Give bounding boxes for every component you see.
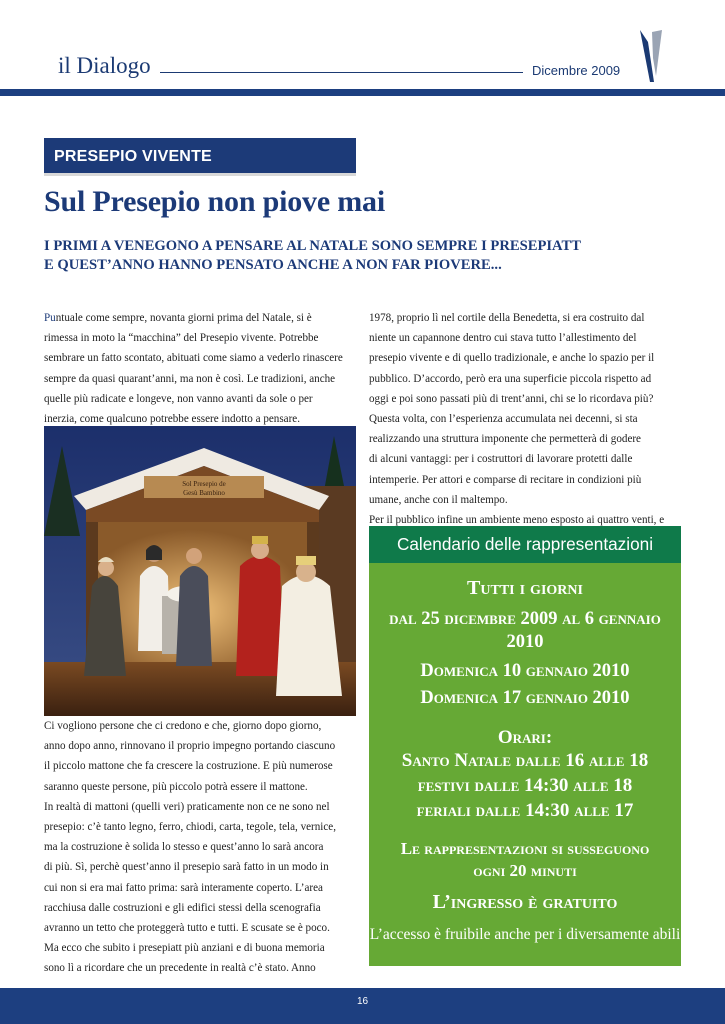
text-line: di alcuni vantaggi: per i costruttori di lavorare protetti dalle	[369, 453, 633, 466]
calendar-box	[369, 563, 681, 966]
title-prefix: il	[58, 53, 71, 78]
text-line: quelle più radicate e longeve, non vanno avanti da sole o per	[44, 392, 313, 405]
magazine-logo	[638, 28, 664, 84]
text-line: avranno un tetto che proteggerà tutto e tutti. E scusate se è poco.	[44, 922, 330, 935]
text-line: il piccolo mattone che fa crescere la costruzione. E più numerose	[44, 760, 333, 773]
article-column-2	[369, 308, 681, 530]
initial-letters: Pu	[44, 312, 56, 324]
header-bar	[0, 89, 725, 96]
text-line: racchiusa dalle costruzioni e gli edifici stessi della scenografia	[44, 901, 321, 914]
text-line: sono lì a ricordare che un precedente in realtà c’è stato. Anno	[44, 962, 316, 975]
photo-sign-text: Gesù Bambino	[183, 489, 225, 497]
text-line: presepio: c’è tanto legno, ferro, chiodi, carta, tegole, tela, vernice,	[44, 821, 337, 834]
text-line: sembrare un fatto scontato, abituati come siamo a vederlo rinascere	[44, 352, 343, 365]
calendar-line: feriali dalle 14:30 alle 17	[416, 800, 634, 821]
text-line: realizzando una struttura imponente che permetterà di godere	[369, 433, 641, 446]
calendar-line: Le rappresentazioni si susseguono	[400, 839, 650, 858]
text-line: rimessa in moto la “macchina” del Presepio vivente. Potrebbe	[44, 332, 319, 345]
calendar-line: ogni 20 minuti	[473, 861, 577, 880]
calendar-line: Domenica 17 gennaio 2010	[420, 688, 630, 708]
calendar-line: Santo Natale dalle 16 alle 18	[401, 750, 649, 771]
title-text: Dialogo	[76, 53, 151, 78]
photo-sign-text: Sol Presepio de	[182, 480, 226, 488]
text-line: oggi e poi sono passati più di trent’anni, chi se lo ricordava più?	[369, 392, 654, 405]
article-column-1-top	[44, 308, 356, 429]
text-line: cui non si era mai fatto prima: sarà interamente coperto. L’area	[44, 881, 323, 894]
page-number: 16	[356, 996, 369, 1007]
magazine-title	[58, 53, 151, 79]
text-fragment: ntuale come sempre, novanta giorni prima del Natale, si è	[55, 312, 312, 324]
text-line: Ma ecco che subito i presepiatt più anziani e di buona memoria	[44, 942, 325, 955]
issue-date: Dicembre 2009	[532, 63, 621, 78]
text-line: ma la costruzione è solida lo stesso e quest’anno lo sarà ancora	[44, 841, 324, 854]
text-line: intemperie. Per attori e comparse di recitare in condizioni più	[369, 473, 642, 486]
nativity-photo	[44, 426, 356, 716]
text-line: inerzia, come qualcuno potrebbe essere indotto a pensare.	[44, 413, 300, 426]
article-column-1-bottom	[44, 716, 356, 979]
text-line: anno dopo anno, rinnovano il proprio impegno portando ciascuno	[44, 740, 336, 753]
calendar-line: Orari:	[497, 727, 553, 748]
section-label: PRESEPIO VIVENTE	[44, 138, 356, 176]
text-line: niente un capannone dentro cui stava tutto l’allestimento del	[369, 332, 637, 345]
text-line: saranno queste persone, più piccolo potrà essere il mattone.	[44, 780, 308, 793]
text-line: sempre da quasi quarant’anni, ma non è così. Le tradizioni, anche	[44, 372, 336, 385]
header-rule	[160, 72, 523, 73]
text-line: Per il pubblico infine un ambiente meno esposto ai quattro venti, e	[369, 514, 665, 527]
calendar-line: festivi dalle 14:30 alle 18	[417, 775, 633, 796]
calendar-line: 2010	[506, 632, 544, 652]
subhead-line: E QUEST’ANNO HANNO PENSATO ANCHE A NON FAR PIOVERE...	[44, 257, 502, 273]
text-line	[44, 308, 356, 328]
calendar-title: Calendario delle rappresentazioni	[369, 526, 681, 563]
calendar-line: Tutti i giorni	[467, 577, 583, 599]
text-line: Ci vogliono persone che ci credono e che, giorno dopo giorno,	[44, 720, 322, 732]
text-line: umane, anche con il maltempo.	[369, 493, 508, 506]
text-line: 1978, proprio lì nel cortile della Benedetta, si era costruito dal	[369, 312, 645, 324]
calendar-line: Domenica 10 gennaio 2010	[420, 661, 630, 681]
text-line: In realtà di mattoni (quelli veri) praticamente non ce ne sono nel	[44, 800, 330, 813]
article-headline: Sul Presepio non piove mai	[44, 185, 385, 218]
text-line: di più. Sì, perchè quest’anno il presepio sarà fatto in un modo in	[44, 861, 329, 874]
calendar-line: L’accesso è fruibile anche per i diversamente abili	[369, 926, 681, 943]
subhead-line: I PRIMI A VENEGONO A PENSARE AL NATALE SONO SEMPRE I PRESEPIATT	[44, 238, 581, 254]
text-line: presepio vivente e di quello tradizionale, e anche lo spazio per il	[369, 352, 655, 365]
calendar-line: L’ingresso è gratuito	[432, 891, 618, 913]
text-line: Questa volta, con l’esperienza accumulata nei decenni, si sta	[369, 413, 638, 426]
calendar-line: dal 25 dicembre 2009 al 6 gennaio	[389, 609, 661, 629]
text-line: pubblico. D’accordo, però era una superficie piccola rispetto ad	[369, 372, 652, 385]
article-subhead	[44, 237, 604, 275]
